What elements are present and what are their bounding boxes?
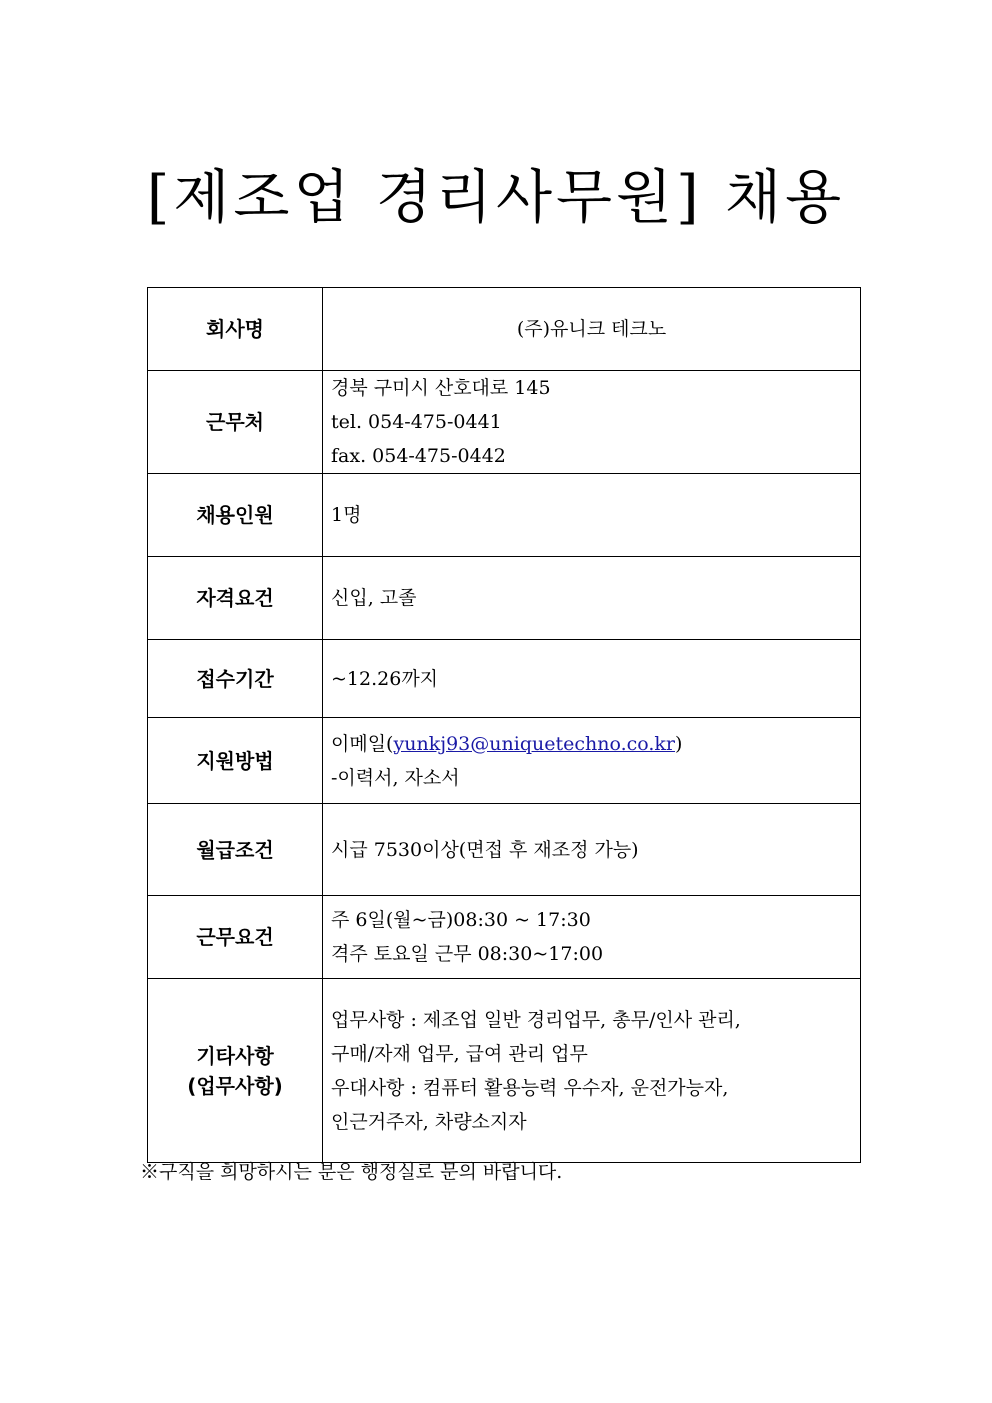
email-suffix: ) xyxy=(675,732,683,755)
value-period xyxy=(323,640,861,718)
table-row-headcount xyxy=(148,474,861,557)
company-name: (주)유니크 테크노 xyxy=(516,318,667,340)
label-workplace: 근무처 xyxy=(148,371,323,474)
label-hours: 근무요건 xyxy=(148,896,323,979)
table-row-hours xyxy=(148,896,861,979)
email-link[interactable]: yunkj93@uniquetechno.co.kr xyxy=(393,732,675,755)
preference-line1: 우대사항 : 컴퓨터 활용능력 우수자, 운전가능자, xyxy=(331,1076,729,1099)
workplace-tel: tel. 054-475-0441 xyxy=(331,411,502,433)
hours-saturday: 격주 토요일 근무 08:30~17:00 xyxy=(331,943,604,965)
table-row-other xyxy=(148,979,861,1163)
label-other xyxy=(148,979,323,1163)
apply-email-line xyxy=(331,727,860,761)
label-headcount: 채용인원 xyxy=(148,474,323,557)
label-salary: 월급조건 xyxy=(148,804,323,896)
email-prefix: 이메일( xyxy=(331,732,394,755)
label-other-line1: 기타사항 xyxy=(196,1043,274,1068)
hours-weekday: 주 6일(월~금)08:30 ~ 17:30 xyxy=(331,909,591,931)
value-other xyxy=(323,979,861,1163)
table-row-period xyxy=(148,640,861,718)
value-hours xyxy=(323,896,861,979)
label-other-line2: (업무사항) xyxy=(187,1073,283,1098)
table-row-workplace xyxy=(148,371,861,474)
value-workplace xyxy=(323,371,861,474)
label-apply: 지원방법 xyxy=(148,718,323,804)
label-company: 회사명 xyxy=(148,288,323,371)
value-salary xyxy=(323,804,861,896)
table-row-salary xyxy=(148,804,861,896)
period-text: ~12.26까지 xyxy=(331,667,439,690)
duties-line2: 구매/자재 업무, 급여 관리 업무 xyxy=(331,1042,588,1065)
qualification-text: 신입, 고졸 xyxy=(331,587,417,609)
value-headcount xyxy=(323,474,861,557)
table-row-qualification xyxy=(148,557,861,640)
value-qualification xyxy=(323,557,861,640)
footnote: ※구직을 희망하시는 분은 행정실로 문의 바랍니다. xyxy=(140,1161,563,1183)
salary-text: 시급 7530이상(면접 후 재조정 가능) xyxy=(331,838,639,861)
table-row-apply xyxy=(148,718,861,804)
workplace-fax: fax. 054-475-0442 xyxy=(331,445,506,467)
table-row-company xyxy=(148,288,861,371)
page-title: [제조업 경리사무원] 채용 xyxy=(146,163,846,231)
value-company xyxy=(323,288,861,371)
value-apply xyxy=(323,718,861,804)
preference-line2: 인근거주자, 차량소지자 xyxy=(331,1110,527,1133)
headcount-text: 1명 xyxy=(331,504,362,526)
job-posting-table xyxy=(147,287,861,1163)
workplace-address: 경북 구미시 산호대로 145 xyxy=(331,377,551,399)
duties-line1: 업무사항 : 제조업 일반 경리업무, 총무/인사 관리, xyxy=(331,1008,741,1031)
apply-documents: -이력서, 자소서 xyxy=(331,766,460,789)
label-period: 접수기간 xyxy=(148,640,323,718)
label-qualification: 자격요건 xyxy=(148,557,323,640)
